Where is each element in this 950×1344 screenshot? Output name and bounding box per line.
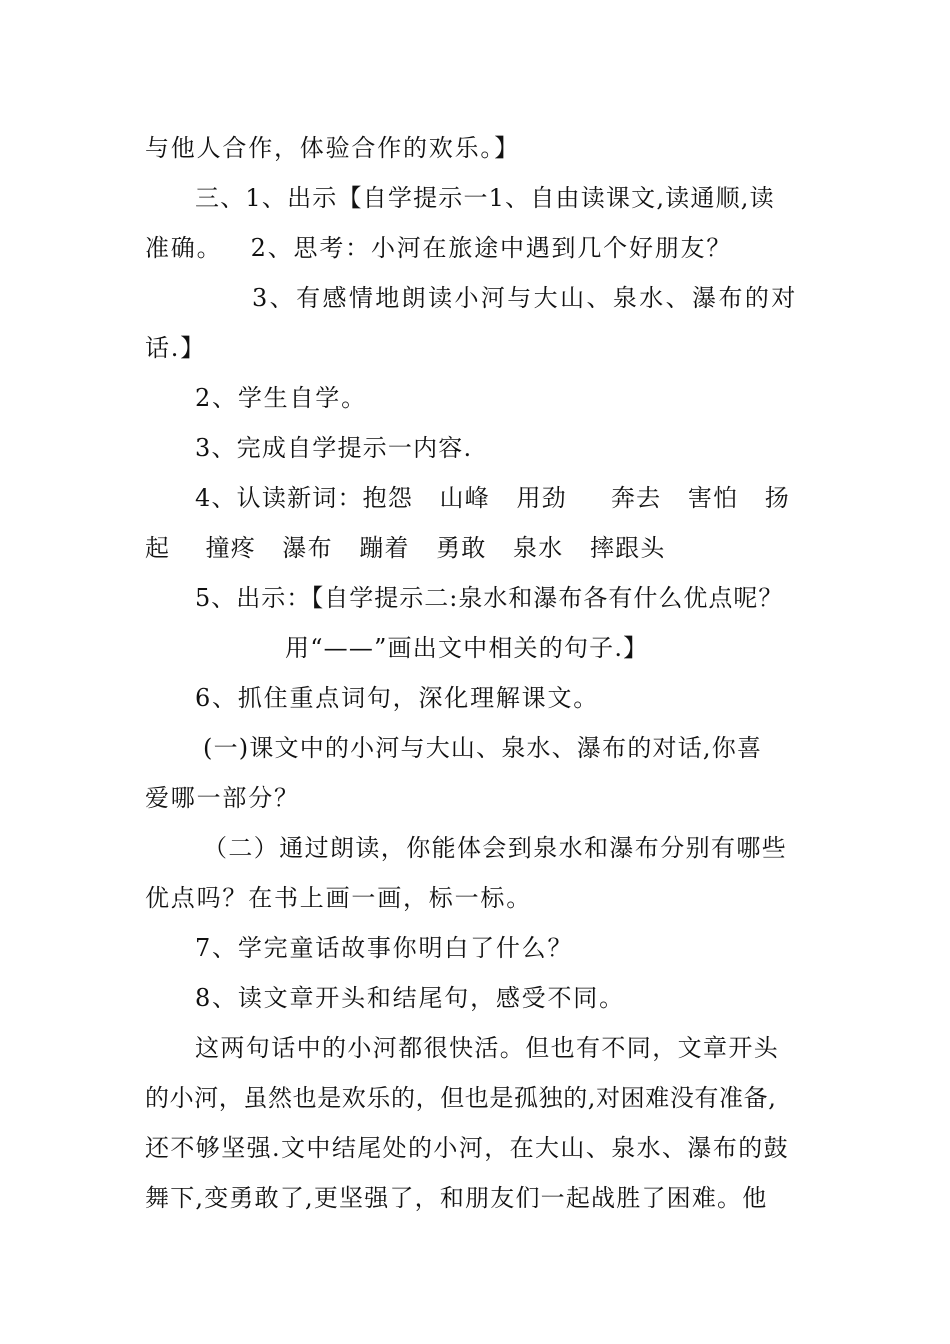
- text-line: 5、出示：【自学提示二:泉水和瀑布各有什么优点呢？: [195, 584, 784, 612]
- text-line: 与他人合作，体验合作的欢乐。】: [145, 134, 520, 162]
- text-line: 3、完成自学提示一内容.: [195, 434, 473, 462]
- text-line: 话.】: [145, 334, 207, 362]
- text-line: (一)课文中的小河与大山、泉水、瀑布的对话,你喜: [203, 734, 763, 762]
- text-line: （二）通过朗读，你能体会到泉水和瀑布分别有哪些: [203, 834, 788, 862]
- text-line: 这两句话中的小河都很快活。但也有不同，文章开头: [195, 1034, 780, 1062]
- text-line: 用“——”画出文中相关的句子.】: [285, 634, 649, 662]
- text-line: 7、学完童话故事你明白了什么？: [195, 934, 574, 962]
- text-line: 的小河，虽然也是欢乐的，但也是孤独的,对困难没有准备,: [145, 1084, 777, 1112]
- text-line: 优点吗？在书上画一画，标一标。: [145, 884, 532, 912]
- text-line: 4、认读新词：抱怨 山峰 用劲 奔去 害怕 扬: [195, 484, 790, 512]
- text-line: 还不够坚强.文中结尾处的小河，在大山、泉水、瀑布的鼓: [145, 1134, 790, 1162]
- text-line: 8、读文章开头和结尾句，感受不同。: [195, 984, 625, 1012]
- text-line: 2、学生自学。: [195, 384, 367, 412]
- text-line: 爱哪一部分？: [145, 784, 300, 812]
- text-line: 舞下,变勇敢了,更坚强了，和朋友们一起战胜了困难。他: [145, 1184, 768, 1212]
- text-line: 三、1、出示【自学提示一1、自由读课文,读通顺,读: [195, 184, 775, 212]
- text-line: 起 撞疼 瀑布 蹦着 勇敢 泉水 摔跟头: [145, 534, 666, 562]
- text-line: 6、抓住重点词句，深化理解课文。: [195, 684, 600, 712]
- text-line: 3、有感情地朗读小河与大山、泉水、瀑布的对: [252, 284, 798, 312]
- text-line: 准确。 2、思考：小河在旅途中遇到几个好朋友？: [145, 234, 733, 262]
